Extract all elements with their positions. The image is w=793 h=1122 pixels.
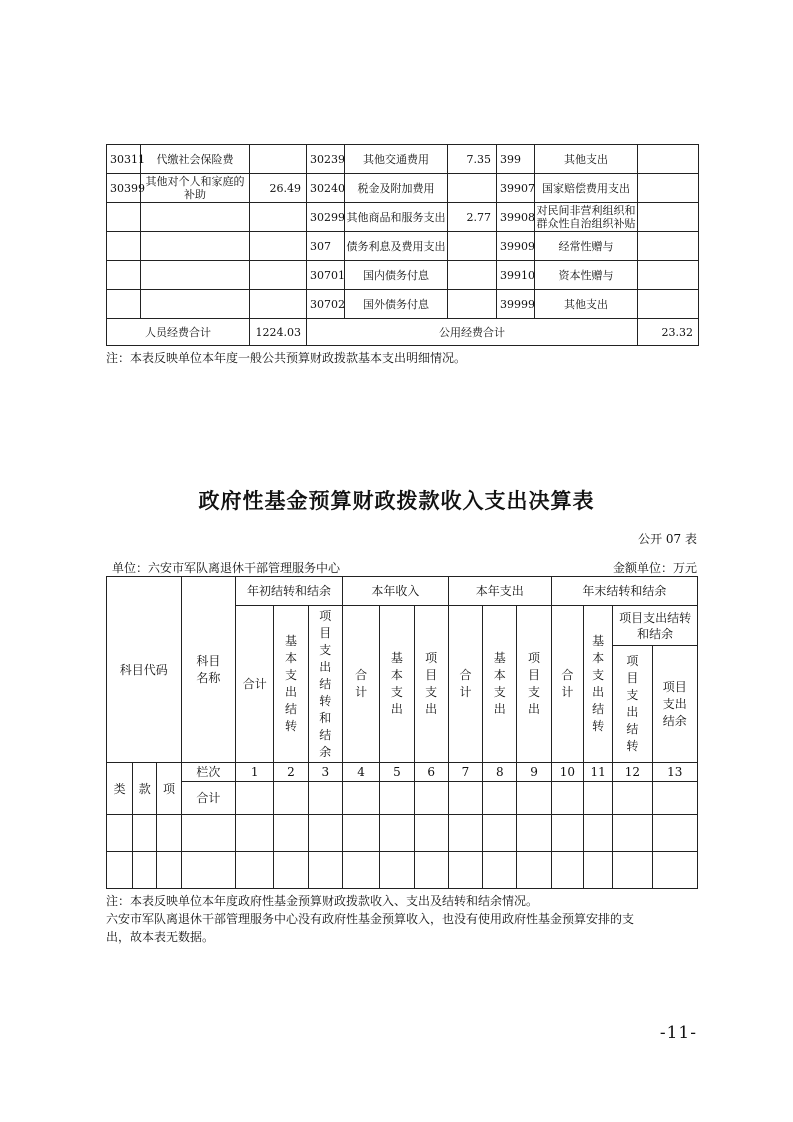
item-value [448,174,497,203]
item-name: 经常性赠与 [535,232,638,261]
col-number: 2 [274,763,308,782]
public-total-label: 公用经费合计 [307,319,638,346]
item-name: 其他对个人和家庭的补助 [141,174,250,203]
item-value [638,203,699,232]
item-value [448,261,497,290]
lanci-label: 栏次 [181,763,235,782]
unit-label: 单位：六安市军队离退休干部管理服务中心 [112,561,341,575]
opening-project: 项目支出结转和结余 [308,606,342,763]
closing-project-carry: 项目支出结转 [613,646,652,763]
header-kuan: 款 [133,763,157,815]
page-number: -11- [659,1023,697,1043]
code [107,290,141,319]
total-row [107,782,698,815]
col-number: 12 [613,763,652,782]
code: 399 [497,145,535,174]
item-name: 其他支出 [535,145,638,174]
code: 30702 [307,290,345,319]
empty-row [107,852,698,889]
income-total: 合计 [342,606,379,763]
col-number: 7 [448,763,482,782]
header-income: 本年收入 [342,577,448,606]
item-value [250,145,307,174]
header-xiang: 项 [157,763,181,815]
code: 30240 [307,174,345,203]
code [107,261,141,290]
empty-row [107,815,698,852]
expense-total: 合计 [448,606,482,763]
header-opening: 年初结转和结余 [236,577,343,606]
header-name: 科目名称 [181,577,235,763]
table-row [107,232,699,261]
col-number: 3 [308,763,342,782]
closing-total: 合计 [551,606,583,763]
item-name: 其他支出 [535,290,638,319]
fund-note-1: 注：本表反映单位本年度政府性基金预算财政拨款收入、支出及结转和结余情况。 [106,894,539,908]
item-name [141,203,250,232]
item-name: 国内债务付息 [345,261,448,290]
code: 39907 [497,174,535,203]
col-number: 8 [483,763,517,782]
item-name: 其他商品和服务支出 [345,203,448,232]
income-project: 项目支出 [414,606,448,763]
item-name [141,290,250,319]
item-value [250,203,307,232]
item-value [638,290,699,319]
code: 30701 [307,261,345,290]
col-number: 9 [517,763,551,782]
col-number: 1 [236,763,274,782]
item-value: 2.77 [448,203,497,232]
item-value [448,232,497,261]
item-value: 7.35 [448,145,497,174]
item-value [638,232,699,261]
item-name: 资本性赠与 [535,261,638,290]
personnel-total-label: 人员经费合计 [107,319,250,346]
code: 30399 [107,174,141,203]
item-value [250,261,307,290]
code: 39999 [497,290,535,319]
item-name: 税金及附加费用 [345,174,448,203]
expense-table-note: 注：本表反映单位本年度一般公共预算财政拨款基本支出明细情况。 [106,351,467,365]
opening-total: 合计 [236,606,274,763]
fund-note-2: 六安市军队离退休干部管理服务中心没有政府性基金预算收入，也没有使用政府性基金预算安排的支 [106,912,635,926]
basic-expense-table [106,144,699,346]
code: 39910 [497,261,535,290]
header-expense: 本年支出 [448,577,551,606]
code: 30239 [307,145,345,174]
code: 39909 [497,232,535,261]
table-row [107,261,699,290]
item-name [141,232,250,261]
header-closing: 年末结转和结余 [551,577,697,606]
item-name: 代缴社会保险费 [141,145,250,174]
item-name: 国外债务付息 [345,290,448,319]
page-title: 政府性基金预算财政拨款收入支出决算表 [198,489,595,513]
col-number: 5 [380,763,414,782]
heji-label: 合计 [181,782,235,815]
personnel-total-value: 1224.03 [250,319,307,346]
item-name: 对民间非营利组织和群众性自治组织补贴 [536,204,636,230]
col-number: 11 [583,763,612,782]
header-code: 科目代码 [107,577,182,763]
item-value [638,174,699,203]
col-number: 6 [414,763,448,782]
item-name [141,261,250,290]
item-name: 国家赔偿费用支出 [535,174,638,203]
table-row [107,290,699,319]
code: 30299 [307,203,345,232]
expense-project: 项目支出 [517,606,551,763]
table-row [107,145,699,174]
fund-note-3: 出，故本表无数据。 [106,930,215,944]
item-value [250,232,307,261]
table-row [107,203,699,232]
table-row [107,174,699,203]
closing-basic: 基本支出结转 [583,606,612,763]
column-number-row [107,763,698,782]
form-number: 公开 07 表 [638,532,697,546]
expense-basic: 基本支出 [483,606,517,763]
item-value [638,145,699,174]
opening-basic: 基本支出结转 [274,606,308,763]
fund-table [106,576,698,889]
amount-unit: 金额单位：万元 [612,561,697,575]
col-number: 4 [342,763,379,782]
code: 30311 [107,145,141,174]
header-lei: 类 [107,763,133,815]
public-total-value: 23.32 [638,319,699,346]
code [107,203,141,232]
total-row [107,319,699,346]
code [107,232,141,261]
closing-project-balance: 项目支出结余 [652,646,697,763]
code: 39908 [497,203,535,232]
item-value [638,261,699,290]
income-basic: 基本支出 [380,606,414,763]
item-name: 其他交通费用 [345,145,448,174]
closing-project-group: 项目支出结转和结余 [613,606,698,646]
item-name: 债务利息及费用支出 [345,232,448,261]
col-number: 10 [551,763,583,782]
col-number: 13 [652,763,697,782]
item-value: 26.49 [250,174,307,203]
item-value [250,290,307,319]
code: 307 [307,232,345,261]
item-value [448,290,497,319]
